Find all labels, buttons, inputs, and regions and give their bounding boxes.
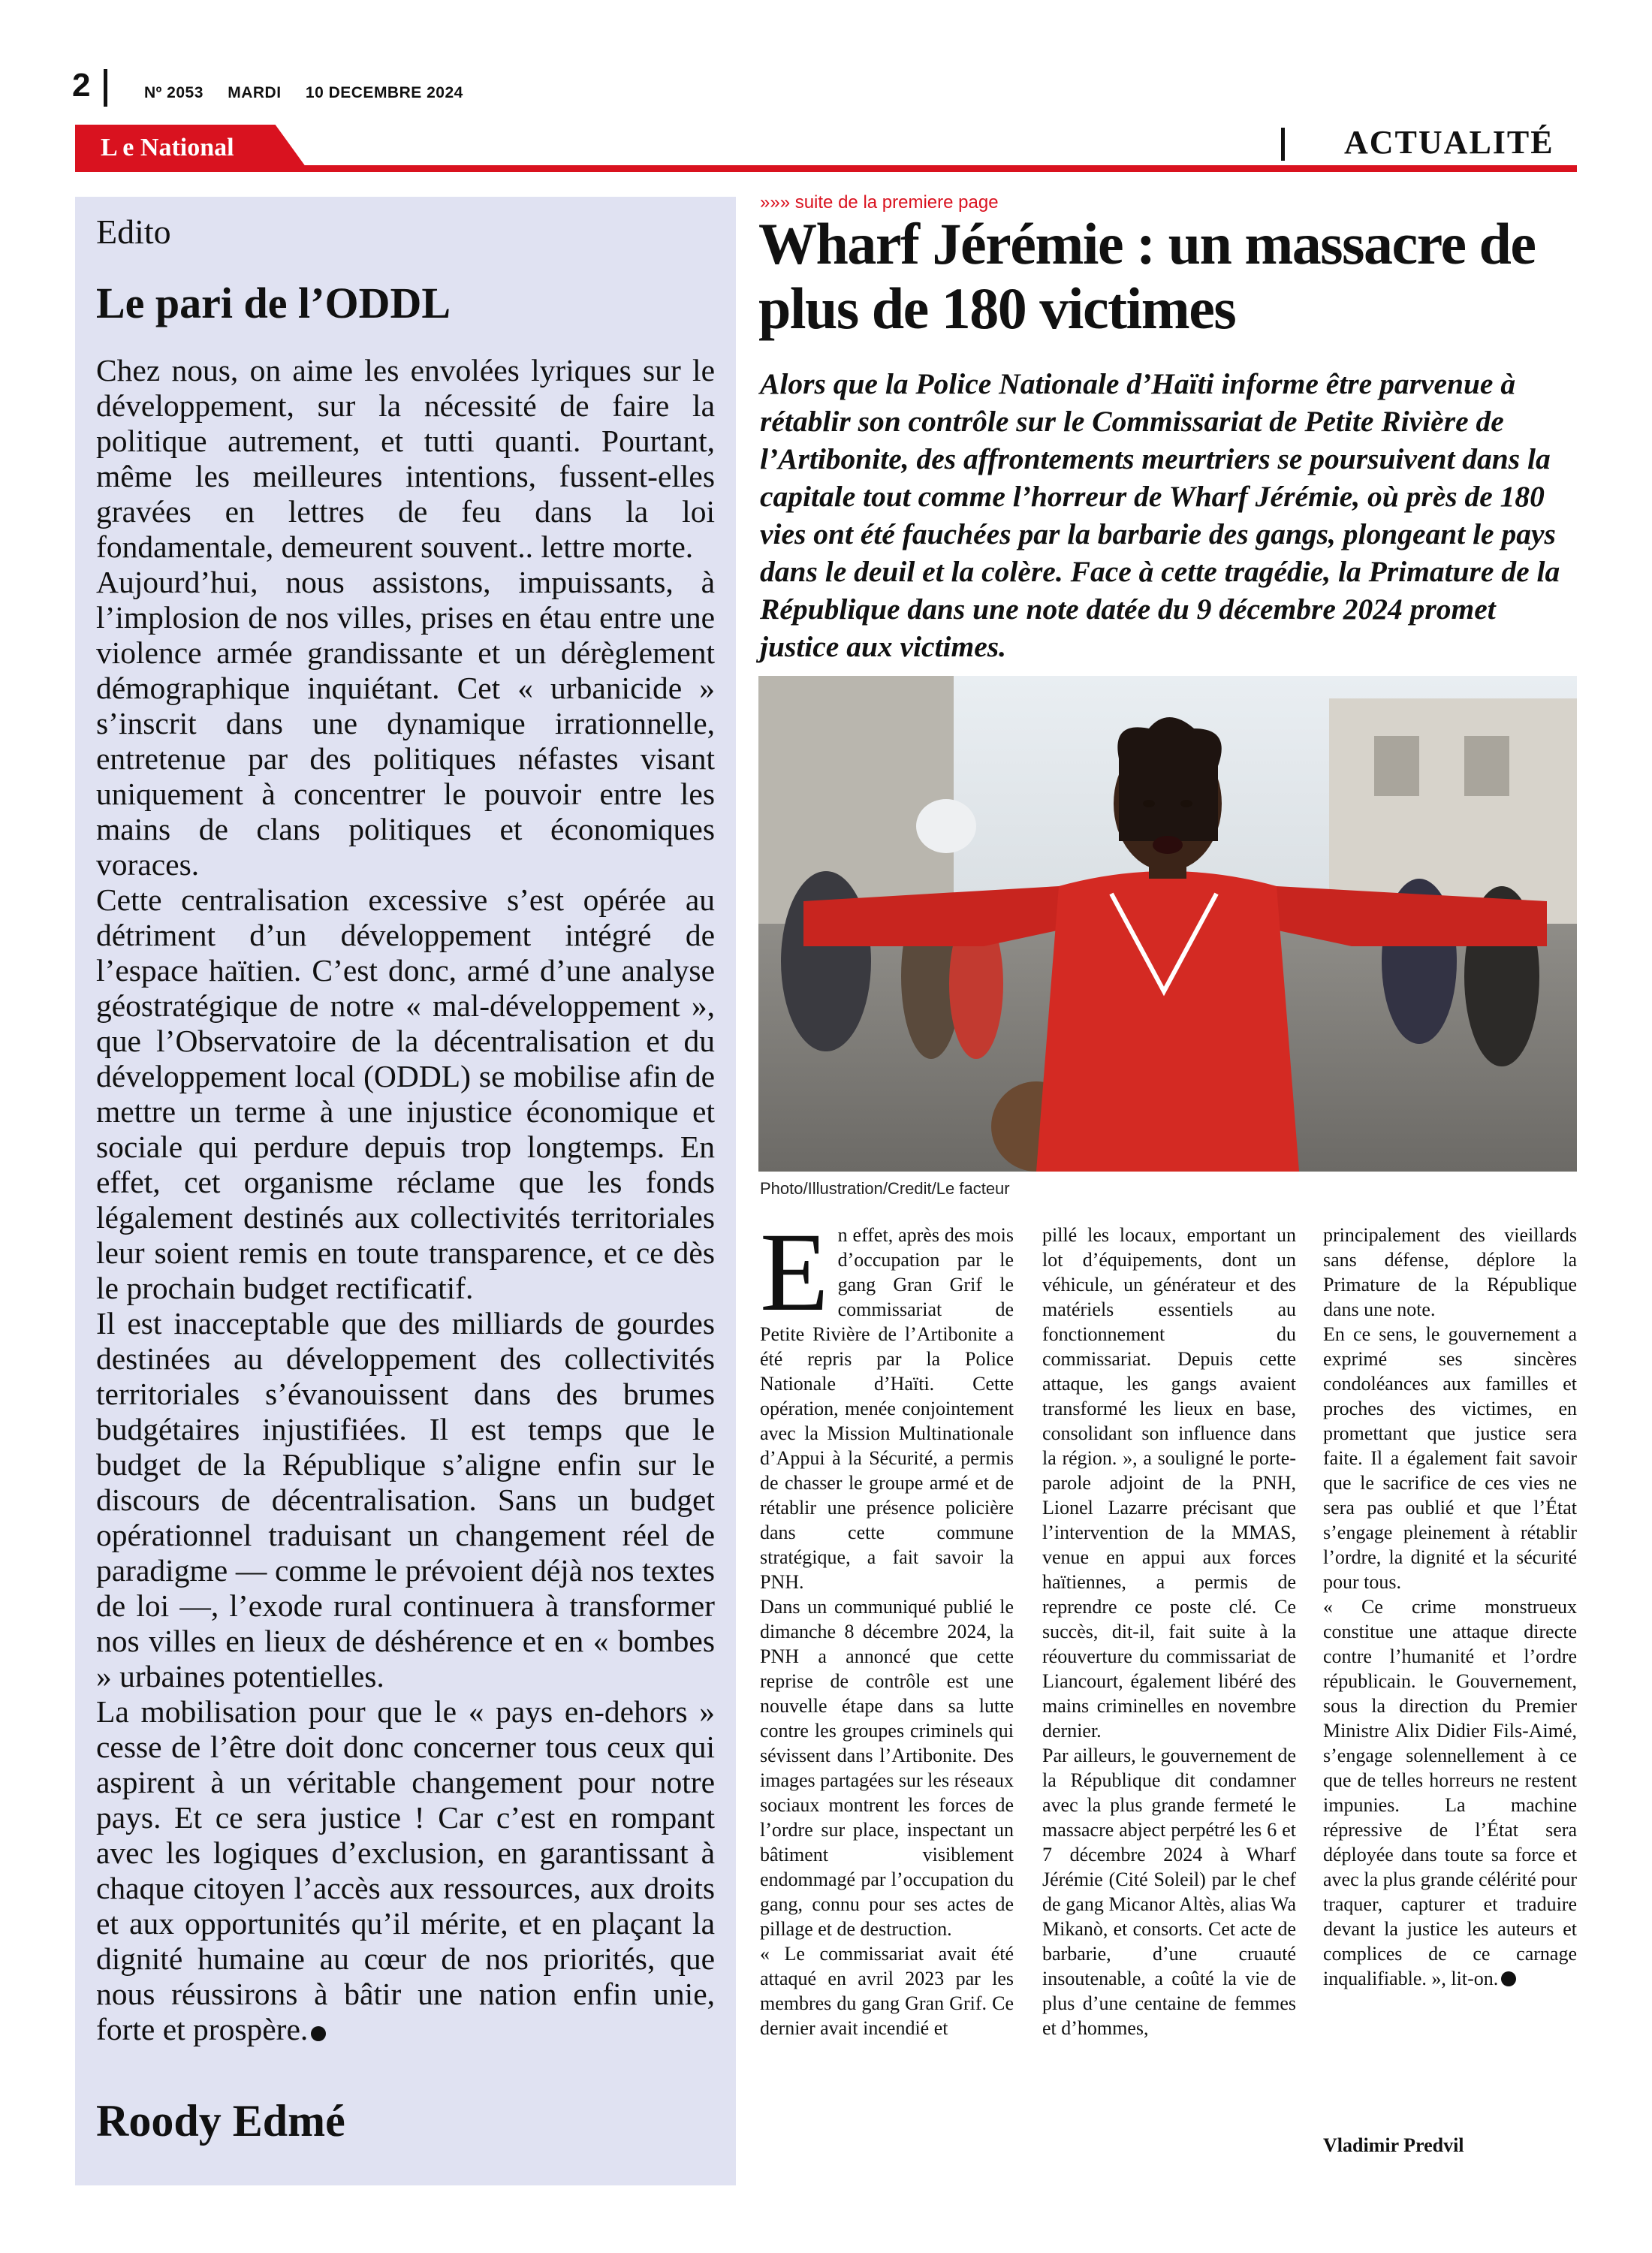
end-mark-icon xyxy=(311,2026,326,2041)
end-mark-icon xyxy=(1501,1971,1516,1986)
article-paragraph: Par ailleurs, le gouvernement de la République dit condamner avec la plus grande fermeté le massacre abject perpétré les 6 et 7 décembre 2024 à Wharf Jérémie (Cité Soleil) par le chef de gang Micanor Altès, alias Wa Mikanò, et consorts. Cet acte de barbarie, d’une cruauté insoutenable, a coûté la vie de plus d’une centaine de femmes et d’hommes, xyxy=(1042,1745,1296,2039)
page-number: 2 xyxy=(72,67,91,104)
article-paragraph: principalement des vieillards sans défense, déplore la Primature de la République dans une note. xyxy=(1323,1224,1577,1320)
edito-kicker: Edito xyxy=(96,213,171,251)
brand-logo: L e National xyxy=(101,134,234,161)
edito-paragraph: Chez nous, on aime les envolées lyriques sur le développement, sur la nécessité de faire la politique autrement, et tutti quanti. Pourtant, même les meilleures intentions, fussent-elles gravées en lettres de feu dans la loi fondamentale, demeurent souvent.. lettre morte. xyxy=(96,353,715,564)
edito-paragraph: Il est inacceptable que des milliards de gourdes destinées au développement des collectivités territoriales s’évanouissent dans des brumes budgétaires injustifiées. Il est temps que le budget de la République s’aligne enfin sur le discours de décentralisation. Sans un budget opérationnel traduisant un changement réel de paradigme — comme le prévoient déjà nos textes de loi —, l’exode rural continuera à transformer nos villes en lieux de déshérence et en « bombes » urbaines potentielles. xyxy=(96,1306,715,1694)
photo-illustration xyxy=(758,676,1577,1172)
article-paragraph: En ce sens, le gouvernement a exprimé ses sincères condoléances aux familles et proches des victimes, en promettant que justice sera faite. Il a également fait savoir que le sacrifice de ces vies ne sera pas oublié et que l’État s’engage pleinement à rétablir l’ordre, la dignité et la sécurité pour tous. xyxy=(1323,1323,1577,1593)
edito-title: Le pari de l’ODDL xyxy=(96,279,451,327)
article-photo xyxy=(758,676,1577,1172)
issue-date: 10 DECEMBRE 2024 xyxy=(305,84,463,101)
article-column-1 xyxy=(760,1210,1014,2040)
article-lead: Alors que la Police Nationale d’Haïti informe être parvenue à rétablir son contrôle sur le Commissariat de Petite Rivière de l’Artibonite, des affrontements meurtriers se poursuivent dans la capitale tout comme l’horreur de Wharf Jérémie, où près de 180 vies ont été fauchées par la barbarie des gangs, plongeant le pays dans le deuil et la colère. Face à cette tragédie, la Primature de la République dans une note datée du 9 décembre 2024 promet justice aux victimes. xyxy=(760,367,1560,663)
article-headline: Wharf Jérémie : un massacre de plus de 180 victimes xyxy=(758,211,1536,341)
article-paragraph: « Le commissariat avait été attaqué en avril 2023 par les membres du gang Gran Grif. Ce dernier avait incendié et xyxy=(760,1943,1014,2039)
article-author: Vladimir Predvil xyxy=(1323,2134,1464,2156)
article-paragraph xyxy=(760,1210,1014,1594)
article-column-3 xyxy=(1323,1223,1577,1991)
issue-number: Nº 2053 xyxy=(144,84,203,101)
article-paragraph-text: n effet, après des mois d’occupation par le gang Gran Grif le commissariat de Petite Rivière de l’Artibonite a été repris par la Police Nationale d’Haïti. Cette opération, menée conjointement avec la Mission Multinationale d’Appui à la Sécurité, a permis de chasser le groupe armé et de rétablir une présence policière dans cette commune stratégique, a fait savoir la PNH. xyxy=(760,1224,1014,1593)
drop-cap: E xyxy=(760,1210,829,1335)
article-paragraph-last xyxy=(1323,1594,1577,1991)
edito-signature: Roody Edmé xyxy=(96,2096,345,2146)
issue-line xyxy=(144,84,483,102)
edito-paragraph-last xyxy=(96,1694,715,2047)
continued-note: »»» suite de la premiere page xyxy=(760,192,999,213)
article-paragraph-text: « Ce crime monstrueux constitue une attaque directe contre l’humanité et l’ordre républicain. le Gouvernement, sous la direction du Premier Ministre Alix Didier Fils-Aimé, s’engage solennellement à ce que de telles horreurs ne restent impunies. La machine répressive de l’État sera déployée dans toute sa force et avec la plus grande célérité pour traquer, capturer et traduire devant la justice les auteurs et complices de ce carnage inqualifiable. », lit-on. xyxy=(1323,1596,1577,1989)
article-column-2 xyxy=(1042,1223,1296,2040)
issue-day: MARDI xyxy=(228,84,282,101)
edito-paragraph-text: La mobilisation pour que le « pays en-dehors » cesse de l’être doit donc concerner tous ceux qui aspirent à un véritable changement pour notre pays. Et ce sera justice ! Car c’est en rompant avec les logiques d’exclusion, en garantissant à chaque citoyen l’accès aux ressources, aux droits et aux opportunités qu’il mérite, et en plaçant la dignité humaine au cœur de nos priorités, que nous réussirons à bâtir une nation enfin unie, forte et prospère. xyxy=(96,1694,715,2046)
page-number-divider xyxy=(104,69,107,107)
article-paragraph: Dans un communiqué publié le dimanche 8 décembre 2024, la PNH a annoncé que cette reprise de contrôle est une nouvelle étape dans sa lutte contre les groupes criminels qui sévissent dans l’Artibonite. Des images partagées sur les réseaux sociaux montrent les forces de l’ordre sur place, inspectant un bâtiment visiblement endommagé par l’occupation du gang, connu pour ses actes de pillage et de destruction. xyxy=(760,1596,1014,1940)
edito-paragraph: Cette centralisation excessive s’est opérée au détriment d’un développement intégré de l’espace haïtien. C’est donc, armé d’une analyse géostratégique de notre « mal-développement », que l’Observatoire de la décentralisation et du développement local (ODDL) se mobilise afin de mettre un terme à une injustice économique et sociale qui perdure depuis trop longtemps. En effet, cet organisme réclame que les fonds légalement destinés aux collectivités territoriales leur soient remis en toute transparence, et ce dès le prochain budget rectificatif. xyxy=(96,882,715,1305)
edito-body xyxy=(96,353,715,2047)
section-divider xyxy=(1281,128,1285,161)
article-paragraph: pillé les locaux, emportant un lot d’équipements, dont un véhicule, un générateur et des matériels essentiels au fonctionnement du commissariat. Depuis cette attaque, les gangs avaient transformé les lieux en base, consolidant son influence dans la région. », a souligné le porte-parole adjoint de la PNH, Lionel Lazarre précisant que l’intervention de la MMAS, venue en appui aux forces haïtiennes, a permis de reprendre ce poste clé. Ce succès, dit-il, fait suite à la réouverture du commissariat de Liancourt, également libéré des mains criminelles en novembre dernier. xyxy=(1042,1224,1296,1742)
section-title: ACTUALITÉ xyxy=(1344,124,1554,161)
photo-caption: Photo/Illustration/Credit/Le facteur xyxy=(760,1179,1010,1198)
edito-paragraph: Aujourd’hui, nous assistons, impuissants, à l’implosion de nos villes, prises en étau entre une violence armée grandissante et un dérèglement démographique inquiétant. Cet « urbanicide » s’inscrit dans une dynamique irrationnelle, entretenue par des politiques néfastes visant uniquement à concentrer le pouvoir entre les mains de clans politiques et économiques voraces. xyxy=(96,565,715,882)
